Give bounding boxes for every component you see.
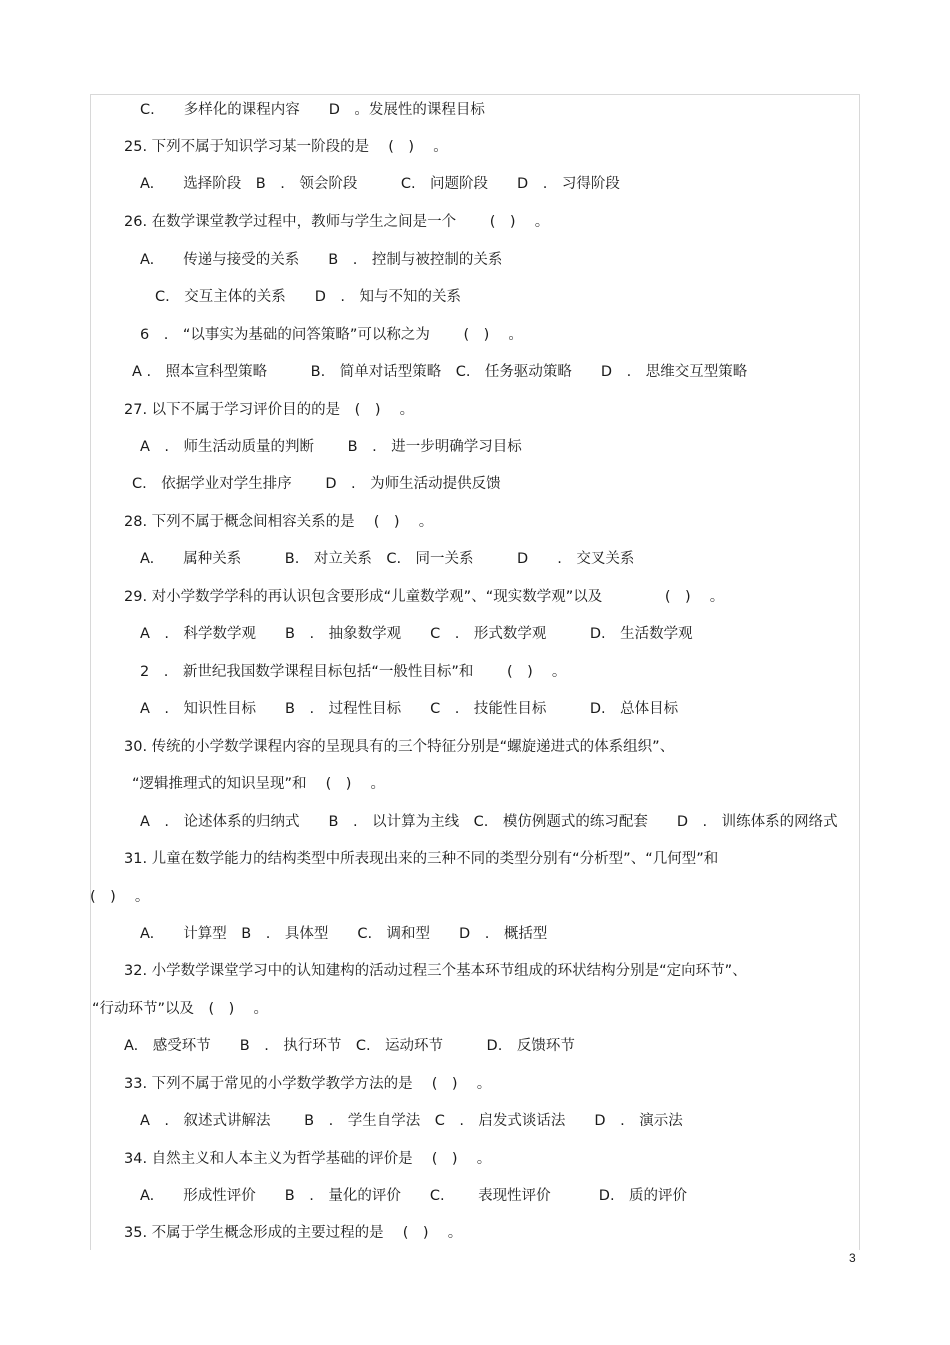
options-33: A . 叙述式讲解法 B . 学生自学法 C . 启发式谈话法 D . 演示法: [140, 1113, 683, 1129]
options-26-cd: C. 交互主体的关系 D . 知与不知的关系: [155, 289, 462, 305]
question-6: 6 . “以事实为基础的问答策略”可以称之为 ( ) 。: [140, 327, 523, 343]
question-32: 32. 小学数学课堂学习中的认知建构的活动过程三个基本环节组成的环状结构分别是“定向环节”、: [124, 963, 747, 979]
question-2: 2 . 新世纪我国数学课程目标包括“一般性目标”和 ( ) 。: [140, 664, 567, 680]
options-32: A. 感受环节 B . 执行环节 C. 运动环节 D. 反馈环节: [124, 1038, 575, 1054]
options-2: A . 知识性目标 B . 过程性目标 C . 技能性目标 D. 总体目标: [140, 701, 679, 717]
options-28: A. 属种关系 B. 对立关系 C. 同一关系 D . 交叉关系: [140, 551, 635, 567]
question-27: 27. 以下不属于学习评价目的的是 ( ) 。: [124, 402, 415, 418]
question-30: 30. 传统的小学数学课程内容的呈现具有的三个特征分别是“螺旋递进式的体系组织”、: [124, 739, 675, 755]
question-30-cont: “逻辑推理式的知识呈现”和 ( ) 。: [132, 776, 386, 792]
question-29: 29. 对小学数学学科的再认识包含要形成“儿童数学观”、“现实数学观”以及 ( ) 。: [124, 589, 725, 605]
options-6: A . 照本宣科型策略 B. 简单对话型策略 C. 任务驱动策略 D . 思维交互型策略: [132, 364, 748, 380]
question-34: 34. 自然主义和人本主义为哲学基础的评价是 ( ) 。: [124, 1151, 492, 1167]
question-25: 25. 下列不属于知识学习某一阶段的是 ( ) 。: [124, 139, 448, 155]
question-33: 33. 下列不属于常见的小学数学教学方法的是 ( ) 。: [124, 1076, 492, 1092]
options-30: A . 论述体系的归纳式 B . 以计算为主线 C. 模仿例题式的练习配套 D . 训练体系的网络式: [140, 814, 838, 830]
question-31: 31. 儿童在数学能力的结构类型中所表现出来的三种不同的类型分别有“分析型”、“几何型”和: [124, 851, 719, 867]
options-26-ab: A. 传递与接受的关系 B . 控制与被控制的关系: [140, 252, 503, 268]
options-31: A. 计算型 B . 具体型 C. 调和型 D . 概括型: [140, 926, 548, 942]
options-29: A . 科学数学观 B . 抽象数学观 C . 形式数学观 D. 生活数学观: [140, 626, 693, 642]
question-28: 28. 下列不属于概念间相容关系的是 ( ) 。: [124, 514, 434, 530]
options-34: A. 形成性评价 B . 量化的评价 C. 表现性评价 D. 质的评价: [140, 1188, 688, 1204]
question-32-cont: “行动环节”以及 ( ) 。: [92, 1001, 268, 1017]
text-line: C. 多样化的课程内容 D 。发展性的课程目标: [140, 102, 485, 118]
question-31-cont: ( ) 。: [90, 889, 150, 905]
question-35: 35. 不属于学生概念形成的主要过程的是 ( ) 。: [124, 1225, 463, 1241]
options-27-ab: A . 师生活动质量的判断 B . 进一步明确学习目标: [140, 439, 522, 455]
options-25: A. 选择阶段 B . 领会阶段 C. 问题阶段 D . 习得阶段: [140, 176, 620, 192]
options-27-cd: C. 依据学业对学生排序 D . 为师生活动提供反馈: [132, 476, 501, 492]
question-26: 26. 在数学课堂教学过程中，教师与学生之间是一个 ( ) 。: [124, 214, 550, 230]
page-number: 3: [849, 1251, 856, 1265]
